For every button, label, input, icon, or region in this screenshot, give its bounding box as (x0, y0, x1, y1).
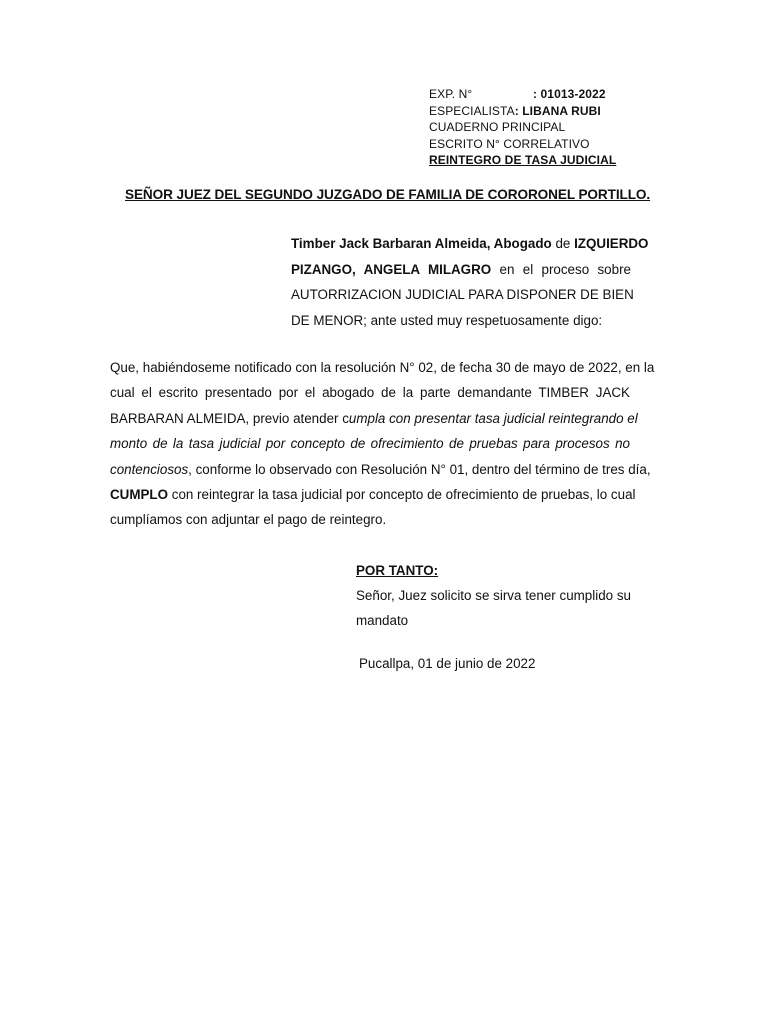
body-line-5-italic: contenciosos (110, 461, 189, 477)
body-line-7: cumplíamos con adjuntar el pago de reintegro. (110, 512, 387, 528)
cumplo-keyword: CUMPLO (110, 486, 169, 502)
body-line-6-plain: con reintegrar la tasa judicial por concepto de ofrecimiento de pruebas, lo cual (168, 486, 636, 502)
attorney-name: Timber Jack Barbaran Almeida, Abogado (291, 236, 552, 251)
body-line-4: monto de la tasa judicial por concepto de ofrecimiento de pruebas para procesos no (110, 436, 630, 452)
body-line-3-italic: umpla con presentar tasa judicial reintegrando el (348, 410, 638, 426)
expedient-label: EXP. N° (429, 87, 473, 101)
party-line-1 (291, 231, 649, 257)
body-line-5 (110, 457, 651, 482)
party-connector: de (555, 236, 571, 251)
main-paragraph (110, 355, 655, 533)
filing-line: ESCRITO N° CORRELATIVO (429, 136, 590, 151)
party-line-4: DE MENOR; ante usted muy respetuosamente digo: (291, 312, 603, 328)
subject-line: REINTEGRO DE TASA JUDICIAL (429, 153, 617, 167)
body-line-1: Que, habiéndoseme notificado con la resolución N° 02, de fecha 30 de mayo de 2022, en la (110, 360, 655, 375)
party-line-2 (291, 257, 631, 283)
body-line-3 (110, 406, 638, 431)
por-tanto-block (356, 558, 631, 633)
por-tanto-line-2: mandato (356, 613, 409, 628)
body-line-5-plain: , conforme lo observado con Resolución N° 01, dentro del término de tres día, (188, 461, 651, 477)
client-surname: IZQUIERDO (574, 236, 649, 251)
place-and-date: Pucallpa, 01 de junio de 2022 (359, 656, 536, 671)
process-intro: en el proceso sobre (499, 261, 631, 277)
body-line-2: cual el escrito presentado por el abogado de la parte demandante TIMBER JACK (110, 385, 630, 401)
specialist-row (429, 103, 689, 120)
expedient-number: : 01013-2022 (533, 87, 606, 101)
specialist-label: ESPECIALISTA (429, 103, 515, 118)
client-name: PIZANGO, ANGELA MILAGRO (291, 261, 492, 277)
addressee-heading: SEÑOR JUEZ DEL SEGUNDO JUZGADO DE FAMILIA DE CORORONEL PORTILLO. (125, 187, 651, 202)
party-introduction (291, 231, 649, 333)
party-line-3: AUTORRIZACION JUDICIAL PARA DISPONER DE BIEN (291, 287, 634, 302)
por-tanto-line-1: Señor, Juez solicito se sirva tener cumplido su (356, 588, 631, 603)
case-header (429, 86, 689, 169)
notebook-line: CUADERNO PRINCIPAL (429, 120, 566, 134)
expedient-row (429, 86, 689, 103)
por-tanto-title: POR TANTO: (356, 563, 439, 578)
specialist-name: : LIBANA RUBI (514, 103, 601, 118)
body-line-3-plain: BARBARAN ALMEIDA, previo atender c (110, 410, 349, 426)
body-line-6 (110, 482, 636, 507)
